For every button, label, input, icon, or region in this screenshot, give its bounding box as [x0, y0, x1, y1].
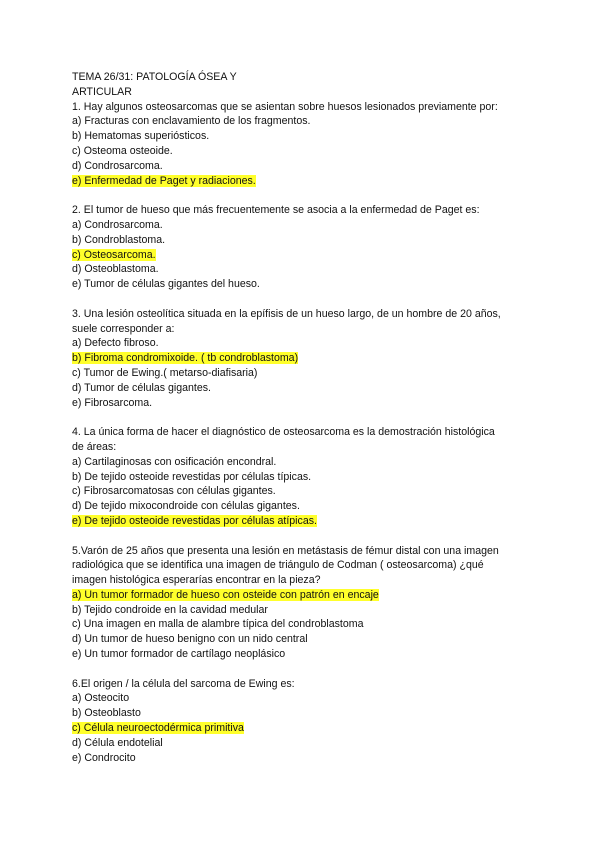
question-stem: 3. Una lesión osteolítica situada en la epífisis de un hueso largo, de un hombre de 20 años,: [72, 307, 501, 320]
option-b: b) Hematomas superiósticos.: [72, 130, 210, 143]
option-d: d) De tejido mixocondroide con células gigantes.: [72, 500, 300, 513]
option-e: e) Tumor de células gigantes del hueso.: [72, 278, 260, 291]
option-d: d) Tumor de células gigantes.: [72, 381, 211, 394]
question-2: [72, 203, 562, 292]
option-a: a) Fracturas con enclavamiento de los fragmentos.: [72, 115, 311, 128]
question-stem: 4. La única forma de hacer el diagnóstico de osteosarcoma es la demostración histológica: [72, 426, 495, 439]
option-b: b) Osteoblasto: [72, 707, 141, 720]
question-stem: 1. Hay algunos osteosarcomas que se asientan sobre huesos lesionados previamente por:: [72, 100, 498, 113]
option-a: a) Cartilaginosas con osificación encondral.: [72, 455, 277, 468]
question-stem-continued: de áreas:: [72, 440, 117, 453]
document-title-line-1: TEMA 26/31: PATOLOGÍA ÓSEA Y: [72, 71, 237, 83]
option-b: b) Condroblastoma.: [72, 233, 166, 246]
question-5: [72, 544, 562, 662]
question-3: [72, 307, 562, 411]
question-6: [72, 677, 562, 766]
option-a: a) Osteocito: [72, 692, 130, 705]
option-b: b) Tejido condroide en la cavidad medular: [72, 603, 268, 616]
question-stem: 2. El tumor de hueso que más frecuentemente se asocia a la enfermedad de Paget es:: [72, 204, 480, 217]
option-e-correct: e) De tejido osteoide revestidas por células atípicas.: [72, 514, 317, 527]
option-c: c) Osteoma osteoide.: [72, 144, 173, 157]
option-d: d) Un tumor de hueso benigno con un nido central: [72, 633, 308, 646]
document-page: [72, 70, 562, 765]
option-e: e) Condrocito: [72, 751, 136, 764]
option-b-correct: b) Fibroma condromixoide. ( tb condroblastoma): [72, 352, 299, 365]
option-d: d) Osteoblastoma.: [72, 263, 159, 276]
question-stem-continued: radiológica que se identifica una imagen de triángulo de Codman ( osteosarcoma) ¿qué: [72, 559, 484, 572]
option-e-correct: e) Enfermedad de Paget y radiaciones.: [72, 174, 256, 187]
question-4: [72, 425, 562, 529]
option-c: c) Tumor de Ewing.( metarso-diafisaria): [72, 366, 258, 379]
question-stem-continued: imagen histológica esperarías encontrar en la pieza?: [72, 574, 321, 587]
option-b: b) De tejido osteoide revestidas por células típicas.: [72, 470, 312, 483]
option-d: d) Célula endotelial: [72, 736, 163, 749]
question-stem: 5.Varón de 25 años que presenta una lesión en metástasis de fémur distal con una imagen: [72, 544, 499, 557]
option-e: e) Fibrosarcoma.: [72, 396, 153, 409]
option-a: a) Condrosarcoma.: [72, 218, 163, 231]
option-e: e) Un tumor formador de cartílago neoplásico: [72, 648, 286, 661]
document-title-line-2: ARTICULAR: [72, 85, 132, 98]
option-c: c) Una imagen en malla de alambre típica del condroblastoma: [72, 618, 364, 631]
question-stem-continued: suele corresponder a:: [72, 322, 175, 335]
option-c-correct: c) Osteosarcoma.: [72, 248, 156, 261]
option-c: c) Fibrosarcomatosas con células gigantes.: [72, 485, 276, 498]
option-a: a) Defecto fibroso.: [72, 337, 159, 350]
question-stem: 6.El origen / la célula del sarcoma de Ewing es:: [72, 677, 295, 690]
option-d: d) Condrosarcoma.: [72, 159, 163, 172]
option-c-correct: c) Célula neuroectodérmica primitiva: [72, 722, 244, 735]
option-a-correct: a) Un tumor formador de hueso con osteide con patrón en encaje: [72, 588, 379, 601]
question-1: [72, 100, 562, 189]
